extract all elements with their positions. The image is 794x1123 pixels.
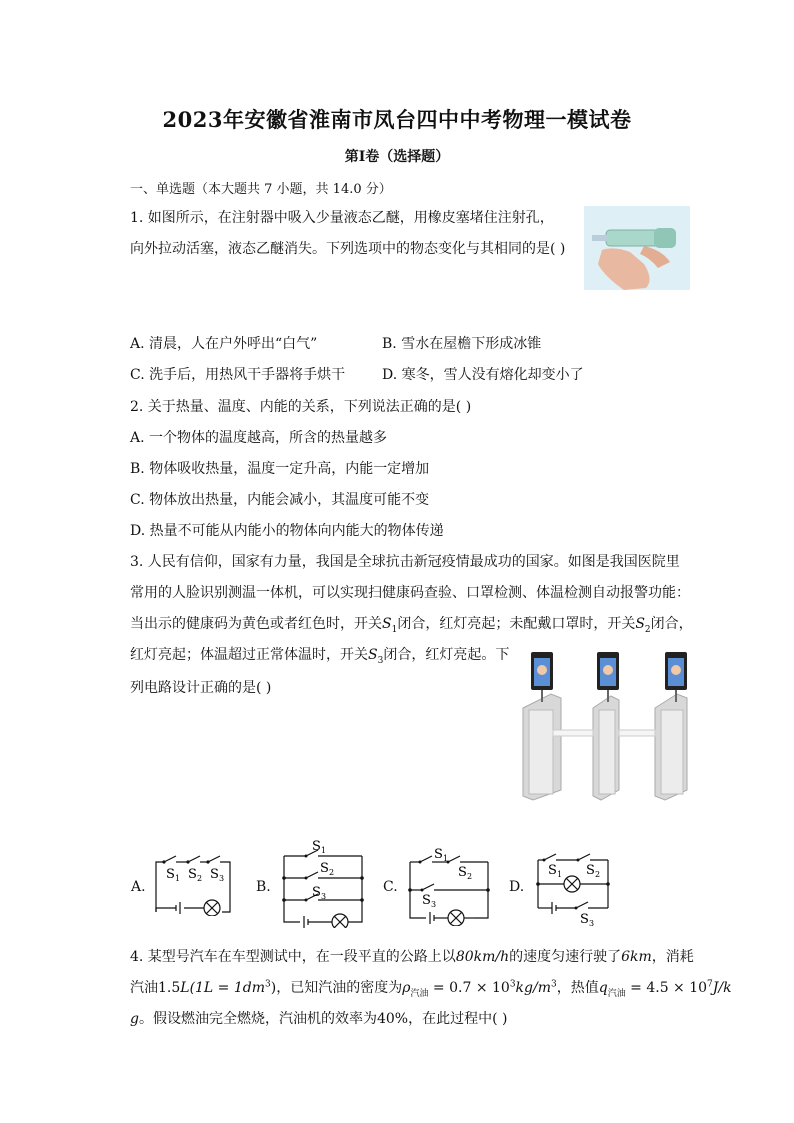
face-recognition-gates-photo: [515, 650, 695, 802]
q1-option-a: A. 清晨，人在户外呼出“白气”: [130, 336, 318, 352]
svg-text:2: 2: [467, 872, 473, 881]
svg-text:S: S: [580, 912, 589, 926]
syringe-photo: [584, 206, 690, 290]
svg-text:S: S: [166, 867, 175, 882]
q1-option-c: C. 洗手后，用热风干手器将手烘干: [130, 367, 346, 383]
q1-option-d: D. 寒冬，雪人没有熔化却变小了: [382, 367, 584, 383]
svg-text:S: S: [210, 867, 219, 882]
svg-text:S: S: [312, 885, 321, 900]
q3-option-d-label: D.: [509, 879, 525, 895]
q1-option-b: B. 雪水在屋檐下形成冰锥: [382, 336, 542, 352]
circuit-c: [404, 846, 494, 926]
svg-text:S: S: [586, 863, 595, 878]
q3-stem-line1: 3. 人民有信仰，国家有力量，我国是全球抗击新冠疫情最成功的国家。如图是我国医院里: [130, 554, 680, 570]
q2-option-d: D. 热量不可能从内能小的物体向内能大的物体传递: [130, 523, 444, 539]
q3-stem-line4: 红灯亮起；体温超过正常体温时，开关$S_3$闭合，红灯亮起。下: [130, 647, 510, 666]
page-title: 2023年安徽省淮南市凤台四中中考物理一模试卷: [162, 107, 632, 132]
svg-text:S: S: [422, 893, 431, 908]
svg-text:3: 3: [321, 892, 327, 901]
part-title: 第Ⅰ卷（选择题）: [344, 149, 450, 165]
q3-option-b-label: B.: [256, 879, 271, 895]
svg-text:1: 1: [321, 846, 327, 855]
q4-stem-line2: 汽油$1.5L(1L = 1dm^3)$，已知汽油的密度为$\rho_{汽油} = 0.7 \times 10^3kg/m^3$，热值$q_{汽油} = 4.5 \times 10^7J/k$: [130, 979, 732, 999]
q3-option-a-label: A.: [131, 879, 146, 895]
svg-text:1: 1: [443, 854, 449, 863]
svg-text:S: S: [188, 867, 197, 882]
svg-text:S: S: [312, 839, 321, 854]
svg-text:2: 2: [329, 868, 335, 877]
q3-stem-line2: 常用的人脸识别测温一体机，可以实现扫健康码查验、口罩检测、体温检测自动报警功能：: [130, 585, 690, 601]
circuit-d: [530, 846, 620, 926]
svg-text:S: S: [458, 865, 467, 880]
svg-text:3: 3: [219, 874, 225, 883]
svg-text:S: S: [434, 847, 443, 862]
q1-stem-line1: 1. 如图所示，在注射器中吸入少量液态乙醚，用橡皮塞堵住注射孔，: [130, 210, 554, 226]
svg-text:2: 2: [197, 874, 203, 883]
circuit-b: [278, 838, 368, 928]
q2-option-b: B. 物体吸收热量，温度一定升高，内能一定增加: [130, 461, 430, 477]
q4-stem-line3: g。假设燃油完全燃烧，汽油机的效率为40%，在此过程中( ): [130, 1011, 508, 1027]
circuit-a: [150, 852, 236, 916]
svg-text:1: 1: [175, 874, 181, 883]
svg-text:S: S: [548, 863, 557, 878]
svg-text:1: 1: [557, 870, 563, 879]
q2-option-a: A. 一个物体的温度越高，所含的热量越多: [130, 430, 388, 446]
svg-text:S: S: [320, 861, 329, 876]
q2-stem: 2. 关于热量、温度、内能的关系，下列说法正确的是( ): [130, 399, 472, 415]
section-heading: 一、单选题（本大题共 7 小题，共 14.0 分）: [130, 182, 392, 197]
q3-stem-line5: 列电路设计正确的是( ): [130, 680, 272, 696]
svg-text:2: 2: [595, 870, 601, 879]
q2-option-c: C. 物体放出热量，内能会减小，其温度可能不变: [130, 492, 430, 508]
q4-stem-line1: 4. 某型号汽车在车型测试中，在一段平直的公路上以80km/h的速度匀速行驶了6km，消耗: [130, 949, 694, 965]
q1-stem-line2: 向外拉动活塞，液态乙醚消失。下列选项中的物态变化与其相同的是( ): [130, 241, 566, 257]
svg-text:3: 3: [431, 900, 437, 909]
q3-stem-line3: 当出示的健康码为黄色或者红色时，开关$S_1$闭合，红灯亮起；未配戴口罩时，开关$S_2$闭合，: [130, 616, 693, 635]
svg-text:3: 3: [589, 919, 595, 926]
q3-option-c-label: C.: [383, 879, 398, 895]
